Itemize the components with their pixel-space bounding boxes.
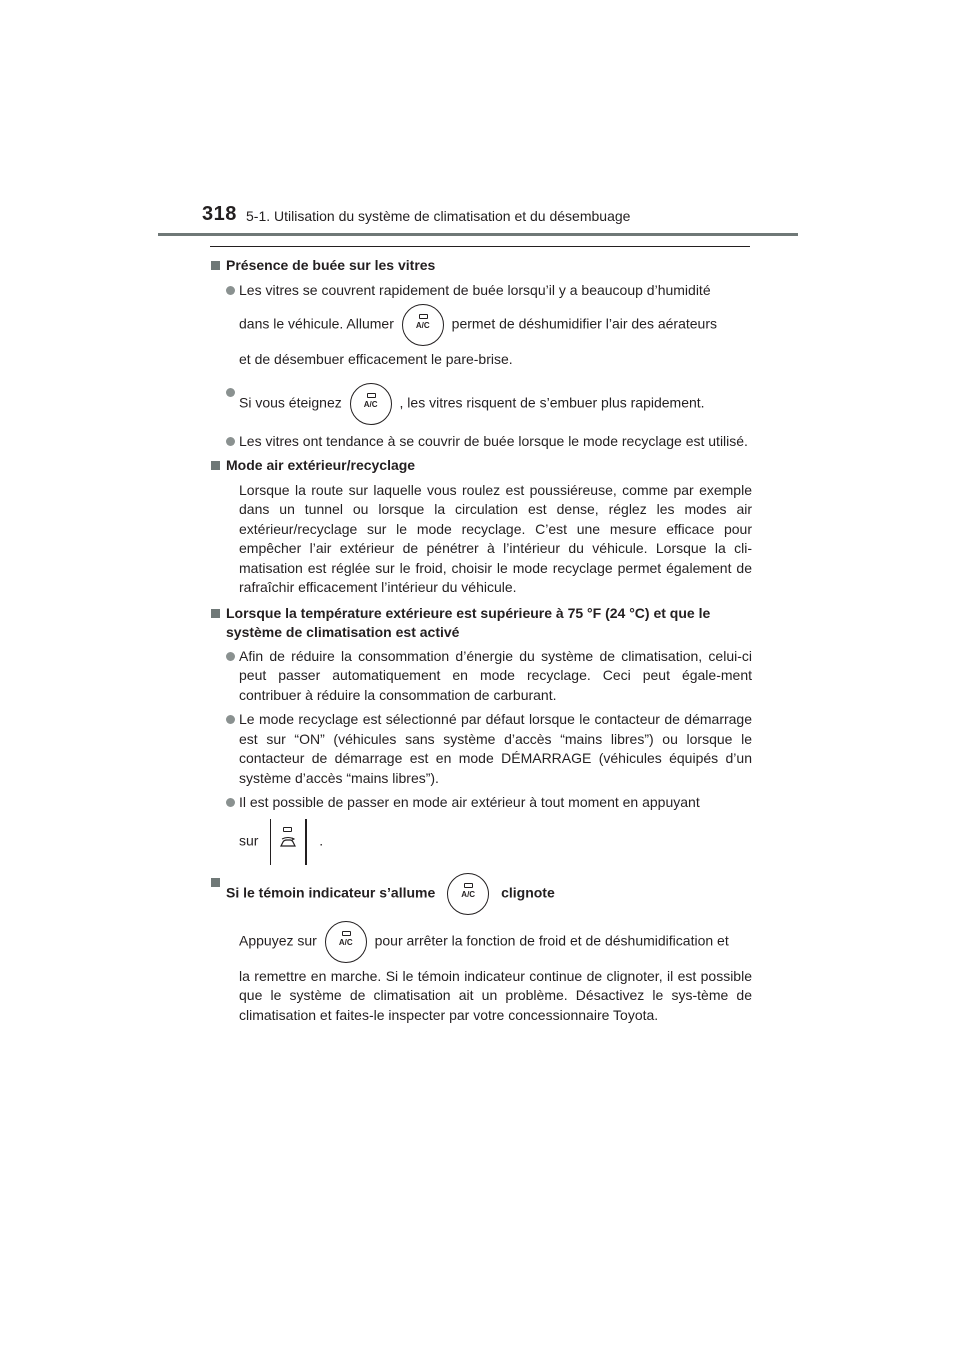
text: clignote — [501, 884, 555, 901]
bullet-outside-air — [210, 793, 752, 813]
ac-icon-label: A/C — [415, 321, 430, 330]
text: et de désembuer efficacement le pare-brise. — [239, 351, 513, 367]
ac-icon-label: A/C — [363, 399, 378, 409]
indicator-led-icon — [283, 827, 292, 832]
ac-button-icon — [447, 873, 489, 915]
indicator-led-icon — [367, 393, 376, 398]
text: permet de déshumidifier l’air des aérateurs — [451, 315, 718, 332]
indicator-led-icon — [464, 883, 473, 888]
text: Appuyez sur — [239, 932, 317, 949]
text: pour arrêter la fonction de froid et de déshumidification et — [374, 932, 729, 949]
heading-fogging: Présence de buée sur les vitres — [210, 256, 752, 276]
page-content — [210, 256, 752, 1030]
ac-icon-label: A/C — [338, 937, 353, 947]
ac-button-icon — [325, 921, 367, 963]
bullet-default-recirculation: Le mode recyclage est sélectionné par défaut lorsque le contacteur de démarrage est sur “ON” (véhicules sans système d’accès “mains libres”) ou lorsque le contacteur de démarrage est en mode DÉMARRAGE (véhicules équipés d’un système d’accès “mains libres”). — [210, 710, 752, 788]
ac-button-icon — [350, 383, 392, 425]
page-number: 318 — [202, 203, 237, 225]
text: sur — [239, 832, 259, 849]
bullet-recirculation-fog: Les vitres ont tendance à se couvrir de buée lorsque le mode recyclage est utilisé. — [210, 432, 752, 452]
heading-high-temp: Lorsque la température extérieure est supérieure à 75 °F (24 °C) et que le système de climatisation est activé — [210, 604, 752, 643]
indicator-led-icon — [342, 931, 351, 936]
section-rule — [210, 246, 750, 247]
bullet-auto-recirculation: Afin de réduire la consommation d’énergie du système de climatisation, celui-ci peut passer automatiquement en mode recyclage. Ceci peut égale-ment contribuer à réduire la consommation de carburant. — [210, 647, 752, 706]
outside-air-button-icon — [270, 819, 307, 865]
bullet-outside-air-cont — [210, 819, 752, 865]
car-airflow-icon — [279, 837, 297, 849]
para-indicator-blinks — [210, 921, 752, 963]
header-rule — [158, 233, 798, 236]
text: Si le témoin indicateur s’allume — [226, 884, 436, 901]
ac-icon-label: A/C — [461, 889, 476, 899]
bullet-fogging-humidity-end — [210, 350, 752, 370]
indicator-led-icon — [419, 314, 428, 319]
bullet-fogging-humidity-cont — [210, 304, 752, 346]
chapter-title: 5-1. Utilisation du système de climatisation et du désembuage — [246, 208, 631, 224]
para-air-mode: Lorsque la route sur laquelle vous roulez est poussiéreuse, comme par exemple dans un tunnel ou lorsque la circulation est dense, réglez les modes air extérieur/recyclage sur le mode recyclage. C’est une mesure efficace pour empêcher l’air extérieur de pénétrer à l’intérieur du véhicule. Lorsque la cli-matisation est réglée sur le froid, choisir le mode recyclage permet également de rafraîchir efficacement l’intérieur du véhicule. — [239, 481, 752, 595]
text: Si vous éteignez — [239, 394, 342, 411]
bullet-ac-off — [210, 383, 752, 425]
text: Il est possible de passer en mode air extérieur à tout moment en appuyant — [239, 794, 700, 810]
text: . — [319, 832, 324, 849]
heading-air-mode: Mode air extérieur/recyclage — [210, 456, 752, 476]
text: , les vitres risquent de s’embuer plus rapidement. — [399, 394, 705, 411]
bullet-fogging-humidity — [210, 281, 752, 301]
para-indicator-blinks-rest: la remettre en marche. Si le témoin indicateur continue de clignoter, il est possible que le système de climatisation ait un problème. Désactivez le sys-tème de climatisation et faites-le inspecter par votre concessionnaire Toyota. — [239, 967, 752, 1023]
ac-button-icon — [402, 304, 444, 346]
heading-indicator-blinks — [210, 873, 752, 915]
text: Les vitres se couvrent rapidement de buée lorsqu’il y a beaucoup d’humidité — [239, 281, 711, 298]
text: dans le véhicule. Allumer — [239, 315, 394, 332]
